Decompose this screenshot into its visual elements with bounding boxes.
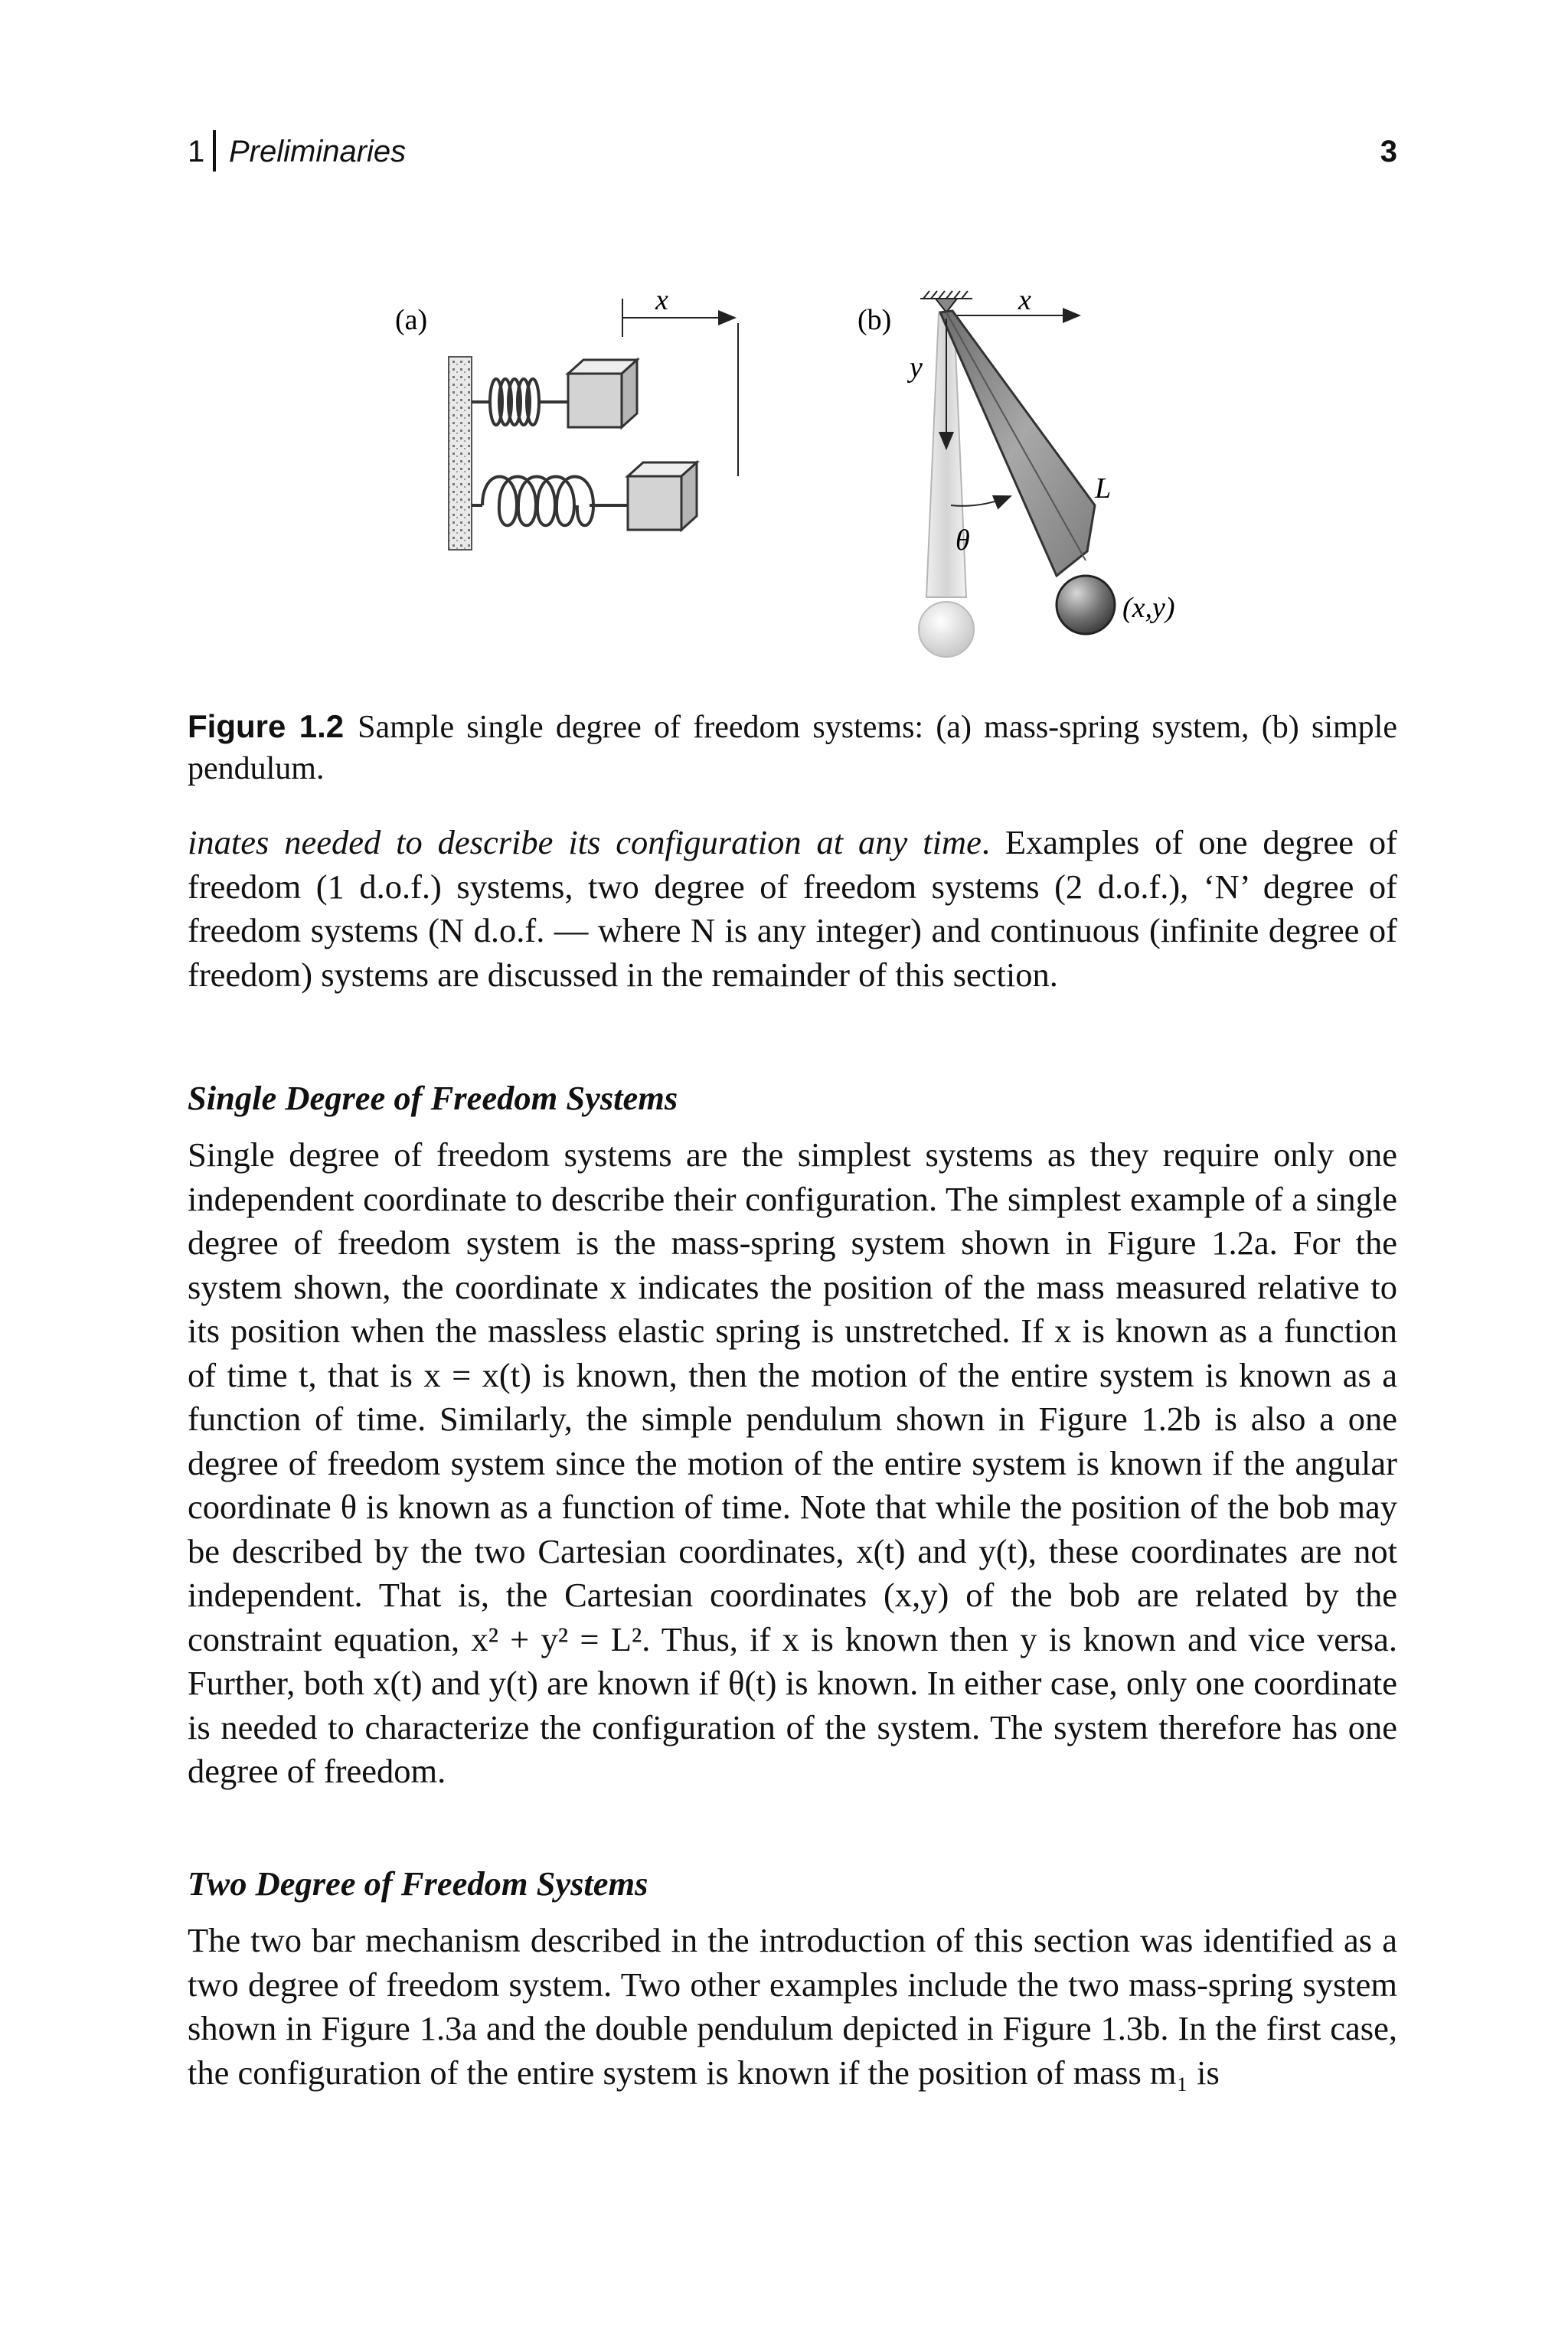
paragraph-single-dof: Single degree of freedom systems are the simplest systems as they require only one independent coordinate to describe their configuration. The simplest example of a single degree of freedom system is the mass-spring system shown in Figure 1.2a. For the system shown, the coordinate x indicates the position of the mass measured relative to its position when the massless elastic spring is unstretched. If x is known as a function of time t, that is x = x(t) is known, then the motion of the entire system is known as a function of time. Similarly, the simple pendulum shown in Figure 1.2b is also a one degree of freedom system since the motion of the entire system is known if the angular coordinate θ is known as a function of time. Note that while the position of the bob may be described by the two Cartesian coordinates, x(t) and y(t), these coordinates are not independent. That is, the Cartesian coordinates (x,y) of the bob are related by the constraint equation, x² + y² = L². Thus, if x is known then y is known and vice versa. Further, both x(t) and y(t) are known if θ(t) is known. In either case, only one coordinate is needed to characterize the configuration of the system. The system therefore has one degree of freedom.: [188, 1135, 1397, 1790]
caption-label: Figure 1.2: [188, 708, 345, 744]
spring-upper: [472, 379, 568, 425]
coord-y-label: y: [910, 351, 923, 384]
ceiling-pivot: [920, 291, 972, 312]
figure-illustration: [368, 276, 1240, 674]
figure-label-b: (b): [858, 304, 892, 336]
coord-x-label-b: x: [1018, 284, 1031, 316]
x-dimension-a: [622, 299, 738, 476]
theta-label: θ: [956, 524, 970, 557]
paragraph-two-dof: The two bar mechanism described in the introduction of this section was identified as a two degree of freedom system. Two other examples include the two mass-spring system shown in Figure 1.3a and the double pendulum depicted in Figure 1.3b. In the first case, the configuration of the entire system is known if the position of mass m₁ is: [188, 1921, 1397, 2092]
figure-caption: [188, 706, 1397, 789]
chapter-title: Preliminaries: [229, 135, 407, 168]
bob-coordinates-label: (x,y): [1122, 592, 1175, 624]
page-number: 3: [1380, 135, 1397, 168]
figure-1-2: [368, 276, 1240, 674]
section-heading-single-dof: Single Degree of Freedom Systems: [188, 1079, 678, 1117]
spring-lower: [472, 477, 628, 526]
mass-block-upper: [568, 360, 637, 427]
section-heading-two-dof: Two Degree of Freedom Systems: [188, 1864, 648, 1903]
mass-block-lower: [628, 462, 697, 530]
chapter-divider: [213, 130, 216, 172]
wall-support: [449, 357, 472, 550]
coord-x-label-a: x: [655, 284, 668, 316]
paragraph-intro-rest: . Examples of one degree of freedom (1 d.o.f.) systems, two degree of freedom systems (2 d.o.f.), ‘N’ degree of freedom systems (N d.o.f. — where N is any integer) and continuous (infinite degree of freedom) systems are discussed in the remainder of this section.: [188, 823, 1397, 994]
pendulum-bob: [1057, 576, 1115, 634]
paragraph-intro-italic: inates needed to describe its configuration at any time: [188, 823, 982, 861]
chapter-number: 1: [188, 135, 205, 168]
caption-text: Sample single degree of freedom systems: (a) mass-spring system, (b) simple pendulum.: [188, 710, 1397, 786]
figure-label-a: (a): [395, 304, 428, 336]
pendulum-bob-rest: [919, 602, 974, 657]
length-label: L: [1095, 472, 1112, 505]
running-head: [188, 135, 1397, 181]
paragraph-intro: [188, 821, 1397, 997]
